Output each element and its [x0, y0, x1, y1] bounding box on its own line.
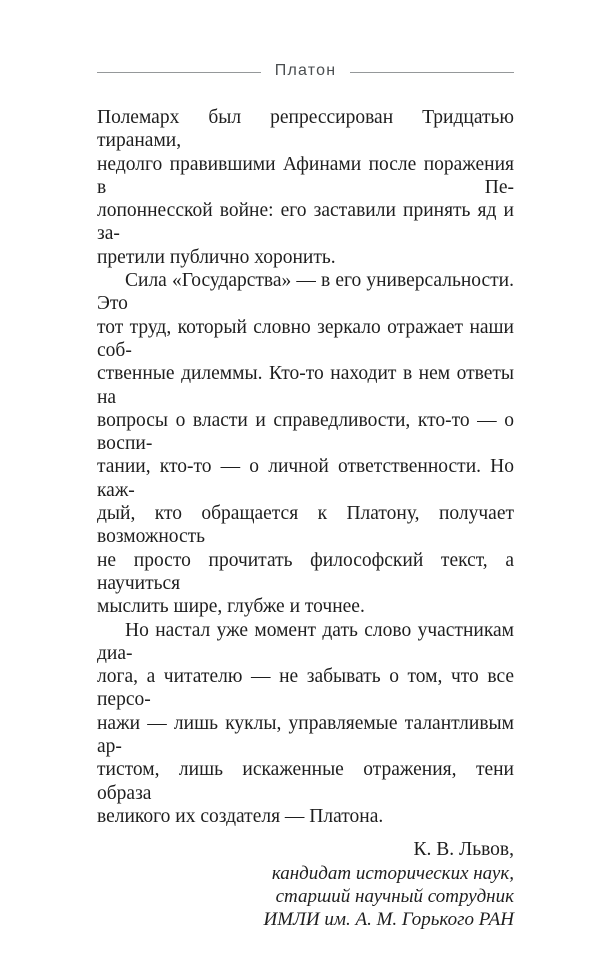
paragraph — [97, 106, 514, 269]
text-line: дый, кто обращается к Платону, получает возможность — [97, 503, 514, 548]
text-line: Полемарх был репрессирован Тридцатью тиранами, — [97, 107, 514, 152]
signature-name: К. В. Львов, — [413, 839, 514, 861]
signature-block — [97, 838, 514, 931]
text-line: великого их создателя — Платона. — [97, 805, 384, 827]
text-line: тистом, лишь искаженные отражения, тени образа — [97, 759, 514, 804]
header-rule-right — [350, 72, 514, 73]
text-line: претили публично хоронить. — [97, 246, 336, 268]
text-line: тот труд, который словно зеркало отражает наши соб- — [97, 316, 514, 361]
text-line: Сила «Государства» — в его универсальности. Это — [97, 270, 514, 315]
text-line: мыслить шире, глубже и точнее. — [97, 596, 365, 618]
text-line: тании, кто-то — о личной ответственности. Но каж- — [97, 456, 514, 501]
text-line: ственные дилеммы. Кто-то находит в нем ответы на — [97, 363, 514, 408]
paragraph — [97, 269, 514, 618]
text-line: лога, а читателю — не забывать о том, что все персо- — [97, 666, 514, 711]
header-rule-left — [97, 72, 261, 73]
text-line: вопросы о власти и справедливости, кто-то — о воспи- — [97, 409, 514, 455]
signature-credential: кандидат исторических наук, — [271, 862, 514, 884]
text-line: нажи — лишь куклы, управляемые талантливым ар- — [97, 712, 514, 758]
signature-credential: ИМЛИ им. А. М. Горького РАН — [263, 909, 514, 931]
running-header-title: Платон — [274, 62, 337, 79]
paragraph — [97, 619, 514, 829]
text-line: Но настал уже момент дать слово участникам диа- — [97, 619, 514, 664]
text-line: недолго правившими Афинами после поражения в Пе- — [97, 153, 514, 198]
text-line: не просто прочитать философский текст, а научиться — [97, 549, 514, 594]
text-line: лопоннесской войне: его заставили принять яд и за- — [97, 200, 514, 245]
signature-credential: старший научный сотрудник — [275, 886, 514, 907]
page-body — [97, 106, 514, 932]
running-header — [97, 62, 514, 82]
